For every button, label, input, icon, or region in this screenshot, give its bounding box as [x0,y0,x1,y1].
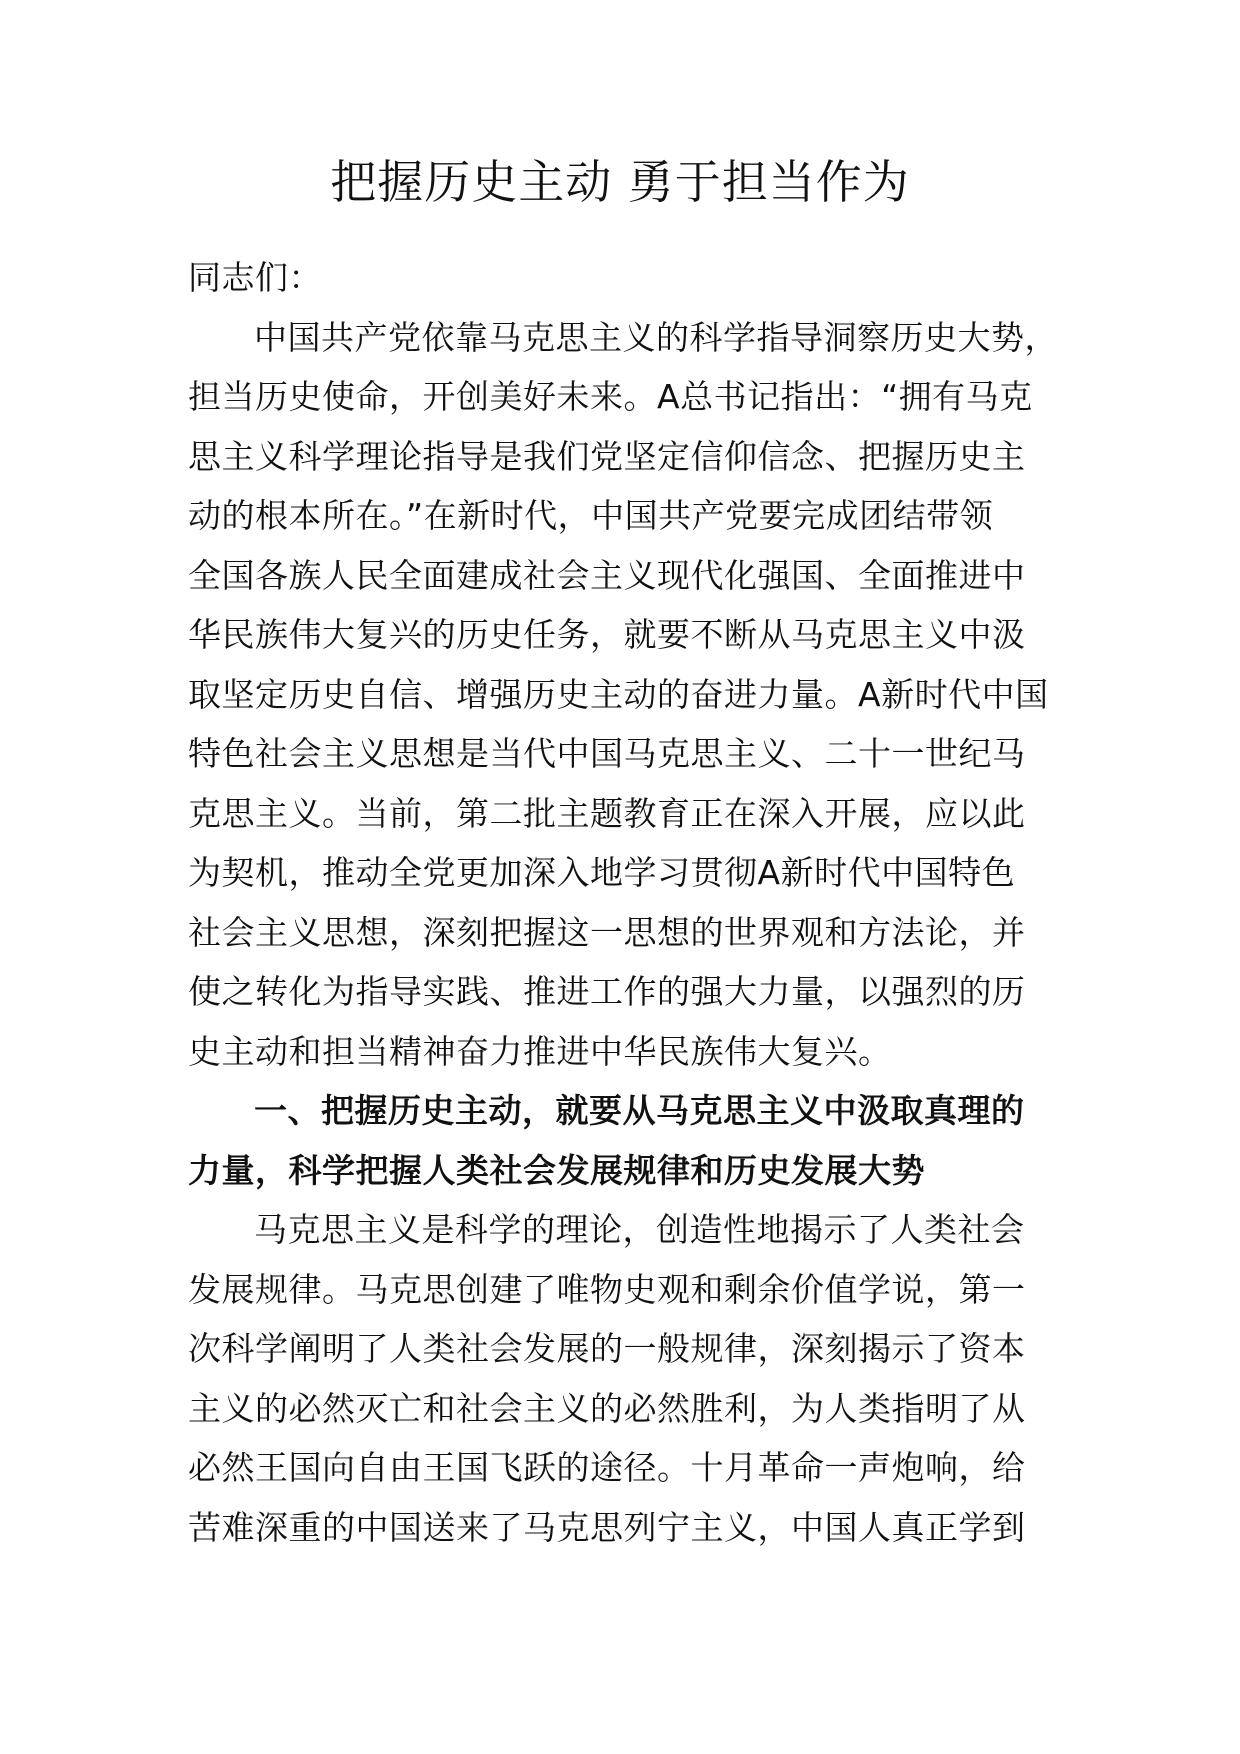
paragraph-line: 担当历史使命，开创美好未来。A总书记指出：“拥有马克 [188,377,1033,416]
paragraph-line: 苦难深重的中国送来了马克思列宁主义，中国人真正学到 [188,1507,1026,1547]
paragraph-line: 取坚定历史自信、增强历史主动的奋进力量。A新时代中国 [188,674,1049,714]
paragraph-line: 为契机，推动全党更加深入地学习贯彻A新时代中国特色 [188,853,1016,892]
paragraph-line: 发展规律。马克思创建了唯物史观和剩余价值学说，第一 [188,1269,1026,1309]
section-heading-line: 力量，科学把握人类社会发展规律和历史发展大势 [188,1150,925,1190]
paragraph-line: 华民族伟大复兴的历史任务，就要不断从马克思主义中汲 [188,615,1026,654]
paragraph-line: 全国各族人民全面建成社会主义现代化强国、全面推进中 [188,555,1026,595]
paragraph-line: 中国共产党依靠马克思主义的科学指导洞察历史大势， [254,317,1058,357]
paragraph-line: 克思主义。当前，第二批主题教育正在深入开展，应以此 [188,793,1026,833]
paragraph-line: 社会主义思想，深刻把握这一思想的世界观和方法论，并 [188,912,1026,952]
document-title: 把握历史主动 勇于担当作为 [330,155,910,209]
paragraph-line: 必然王国向自由王国飞跃的途径。十月革命一声炮响，给 [188,1448,1026,1487]
section-heading-line: 一、把握历史主动，就要从马克思主义中汲取真理的 [254,1091,1025,1130]
paragraph-line: 次科学阐明了人类社会发展的一般规律，深刻揭示了资本 [188,1329,1026,1368]
document-body [188,248,1068,1557]
paragraph-line: 使之转化为指导实践、推进工作的强大力量，以强烈的历 [188,972,1026,1011]
paragraph-line: 史主动和担当精神奋力推进中华民族伟大复兴。 [188,1031,892,1071]
body-text [188,308,1068,1558]
greeting: 同志们： [188,258,322,297]
paragraph-line: 思主义科学理论指导是我们党坚定信仰信念、把握历史主 [188,436,1026,476]
paragraph-line: 动的根本所在。”在新时代，中国共产党要完成团结带领 [188,496,994,535]
paragraph-line: 马克思主义是科学的理论，创造性地揭示了人类社会 [254,1210,1025,1249]
paragraph-line: 特色社会主义思想是当代中国马克思主义、二十一世纪马 [188,734,1026,773]
paragraph-line: 主义的必然灭亡和社会主义的必然胜利，为人类指明了从 [188,1388,1026,1428]
